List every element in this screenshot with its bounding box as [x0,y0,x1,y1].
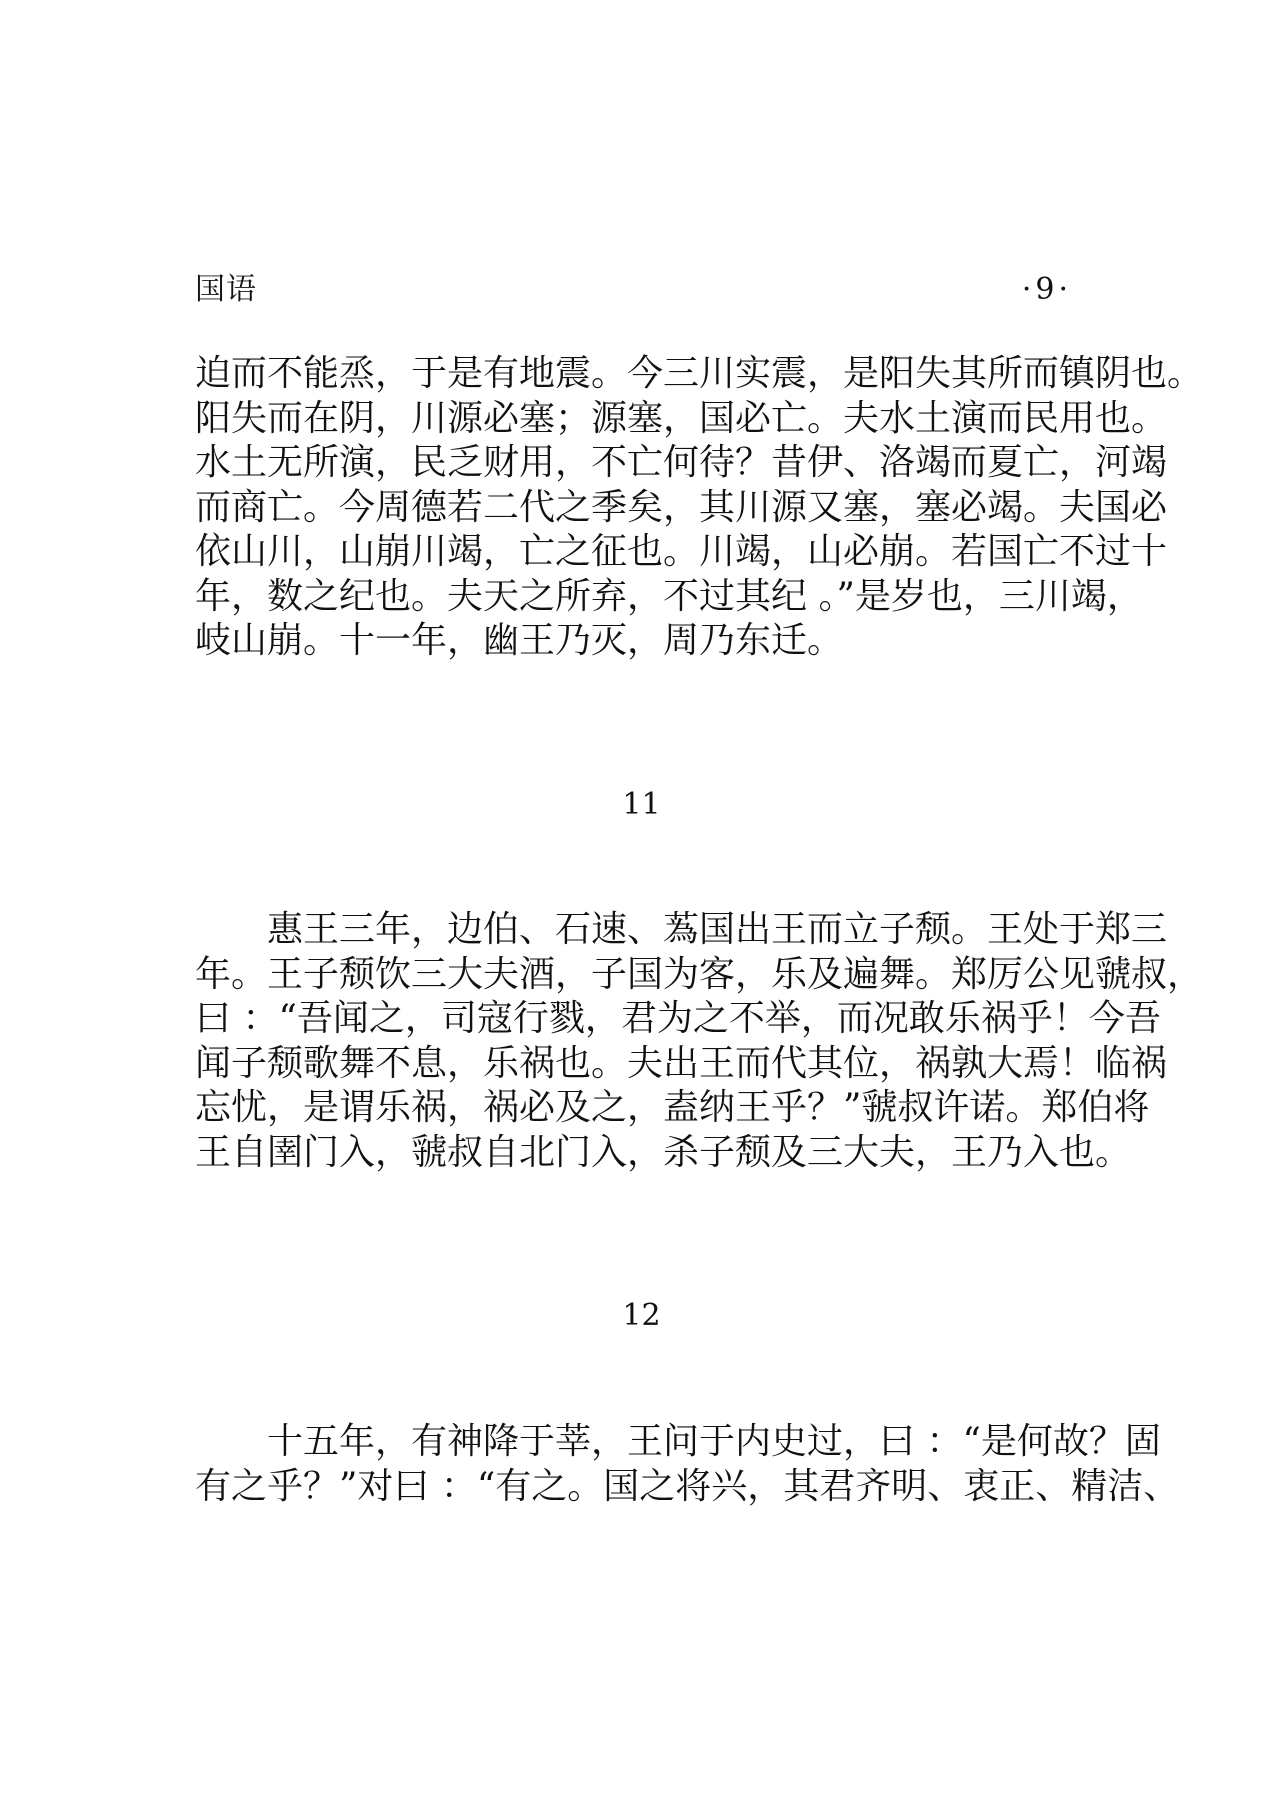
passage-continued [195,352,1204,664]
page-number: ·9· [1021,272,1072,307]
section-number-11: 11 [622,787,661,822]
text-line: 有之乎？”对曰 ：“有之。国之将兴，其君齐明、衷正、精洁、 [195,1465,1180,1507]
text-line: 闻子颓歌舞不息，乐祸也。夫出王而代其位，祸孰大焉！临祸 [195,1042,1168,1084]
section-11-paragraph [195,908,1204,1175]
text-line: 曰 ：“吾闻之，司寇行戮，君为之不举，而况敢乐祸乎！今吾 [195,998,1161,1039]
text-line: 年。王子颓饮三大夫酒，子国为客，乐及遍舞。郑厉公见虢叔， [195,953,1204,995]
text-line: 迫而不能烝，于是有地震。今三川实震，是阳失其所而镇阴也。 [195,353,1204,394]
text-line: 忘忧，是谓乐祸，祸必及之，盍纳王乎？”虢叔许诺。郑伯将 [195,1087,1150,1128]
text-line: 水土无所演，民乏财用，不亡何待？昔伊、洛竭而夏亡，河竭 [195,442,1168,483]
text-line: 阳失而在阴，川源必塞；源塞，国必亡。夫水土演而民用也。 [195,397,1168,439]
running-title: 国语 [195,272,257,307]
text-line: 王自圉门入，虢叔自北门入，杀子颓及三大夫，王乃入也。 [195,1131,1132,1173]
text-line: 而商亡。今周德若二代之季矣，其川源又塞，塞必竭。夫国必 [195,486,1168,528]
text-line: 岐山崩。十一年，幽王乃灭，周乃东迁。 [195,620,844,661]
text-line: 惠王三年，边伯、石速、蒍国出王而立子颓。王处于郑三 [195,909,1168,950]
text-line: 十五年，有神降于莘，王问于内史过，曰 ：“是何故？固 [195,1421,1161,1462]
section-12-paragraph [195,1420,1180,1509]
section-number-12: 12 [622,1298,661,1333]
text-line: 年，数之纪也。夫天之所弃，不过其纪 。”是岁也，三川竭， [195,575,1143,617]
text-line: 依山川，山崩川竭，亡之征也。川竭，山必崩。若国亡不过十 [195,531,1168,572]
